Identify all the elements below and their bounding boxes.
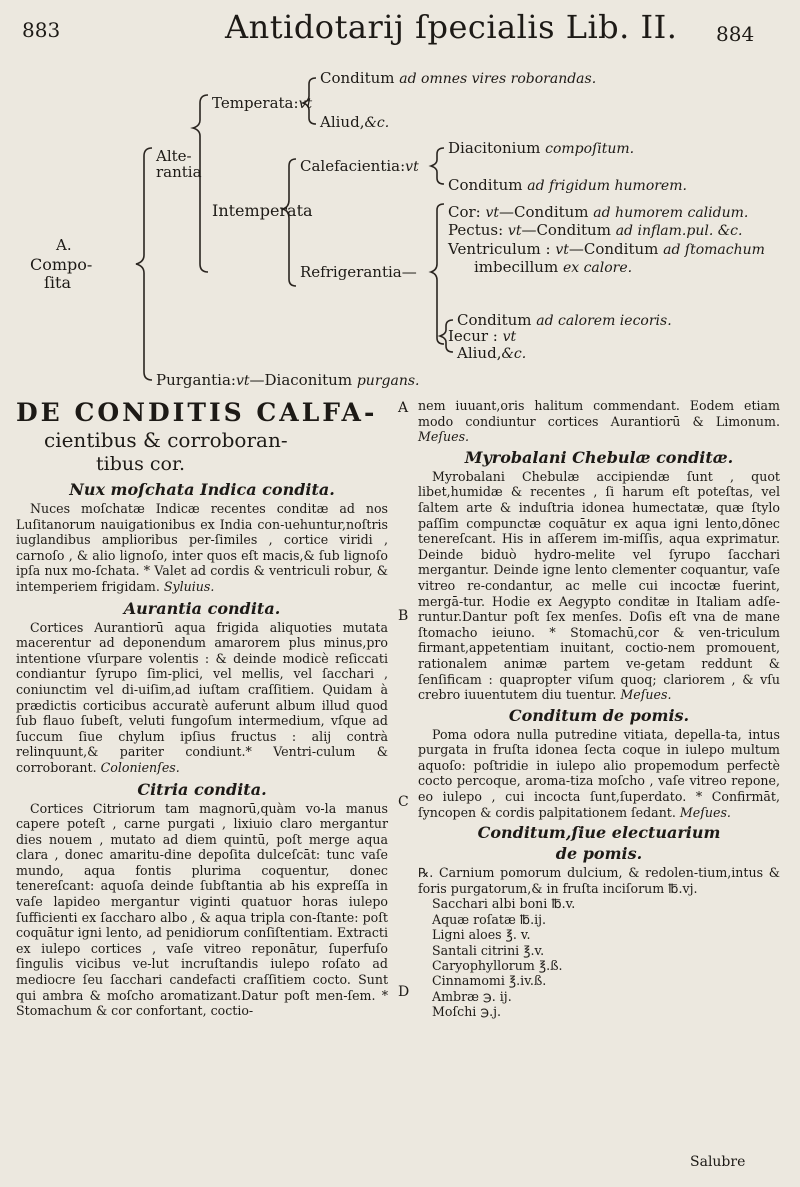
- calefacientia-label: Calefacientia:vt: [300, 157, 419, 175]
- ingredient-list: [418, 896, 780, 1019]
- conditum-frigidum: Conditum ad frigidum humorem.: [448, 176, 687, 194]
- continued-text: nem iuuant,oris halitum commendant. Eodem etiam modo condiuntur cortices Aurantiorū & Limonum. Meſues.: [418, 398, 780, 445]
- intemperata-label: Intemperata: [212, 201, 313, 220]
- brace-refrigerantia: [431, 204, 444, 344]
- page-number-right: 884: [716, 22, 755, 46]
- running-title: Antidotarij ſpecialis Lib. II.: [225, 8, 678, 46]
- brace-root: [136, 148, 152, 380]
- recipe-intro-electuarium: ℞. Carnium pomorum dulcium, & redolen-tium,intus & foris purgatorum,& in fruſta inciſorum ℔.vj.: [418, 865, 780, 896]
- alterantia-label-1: Alte-: [156, 147, 192, 165]
- imbecillum-line: imbecillum ex calore.: [474, 258, 633, 276]
- margin-letter-b: B: [398, 608, 409, 624]
- recipe-title-nux: Nux moſchata Indica condita.: [69, 480, 335, 499]
- cor-line: Cor: vt—Conditum ad humorem calidum.: [448, 203, 749, 221]
- recipe-title-electuarium-1: Conditum,ſiue electuarium: [477, 823, 721, 843]
- root-label-2: ſita: [44, 273, 72, 292]
- section-heading-3: tibus cor.: [96, 453, 186, 475]
- margin-letter-c: C: [398, 794, 409, 810]
- ingredient-item: Aquæ roſatæ ℔.ij.: [432, 911, 547, 927]
- refrigerantia-label: Refrigerantia—: [300, 263, 417, 281]
- recipe-text-citria: Cortices Citriorum tam magnorū,quàm vo-la manus capere poteſt , carne purgati , lixiuio claro mergantur dies nouem , mutato ad diem quintū, poſt merge aqua clara , donec amaritu-dine depoſita dulceſcāt: tunc vaſe mundo, aqua fontis plurima coquentur, donec tenereſcant: aquoſa deinde ſubſtantia ab his expreſſa in vaſe lapideo mergantur viginti quatuor horas iulepo ſufficienti ex ſaccharo albo , & aqua tripla con-ſtante: poſt coquātur igni lento, ad penidiorum conſiſtentiam. Extracti ex iulepo cortices , vaſe vitreo reponātur, ſuperfuſo ſingulis vicibus ve-lut incruſtandis iulepo roſato ad mediocre ſeu ſacchari candefacti craſſitiem cocto. Sunt qui ambra & moſcho aromatizant.Datur poſt men-ſem. * Stomachum & cor confortant, coctio-: [16, 800, 388, 1019]
- temperata-label: Temperata:vt: [212, 94, 313, 112]
- section-heading-1: DE CONDITIS CALFA-: [16, 398, 378, 427]
- tree-braces: [0, 0, 800, 400]
- classification-tree: [0, 0, 800, 400]
- catchword: Salubre: [690, 1154, 746, 1170]
- brace-alterantia: [193, 95, 208, 272]
- diacitonium: Diacitonium compoſitum.: [448, 139, 635, 157]
- brace-intemperata: [283, 159, 296, 286]
- recipe-title-citria: Citria condita.: [137, 779, 267, 799]
- iecur-label: Iecur : vt: [448, 327, 517, 345]
- aliud-temperata: Aliud,&c.: [320, 113, 390, 131]
- ingredient-item: Ligni aloes ℥. v.: [432, 927, 531, 943]
- page-number-left: 883: [22, 18, 61, 42]
- conditum-omnes: Conditum ad omnes vires roborandas.: [320, 69, 597, 87]
- brace-calefacientia: [431, 148, 444, 184]
- recipe-text-aurantia: Cortices Aurantiorū aqua frigida aliquoties mutata macerentur ad deponendum amarorem plus minus,pro intentione vſurpare volentis : & deinde modicè reſiccati condiantur ſyrupo ſim-plici, vel mellis, vel ſacchari , coniunctim vel di-uiſim,ad iuſtam craſſitiem. Quidam à prædictis corticibus accuratè auferunt album illud quod ſub flauo ſubeſt, veluti fungoſum intermedium, vſque ad ſuccum ſiue chylum ipſius fructus : alij contrà relinquunt,& pariter condiunt.* Ventri-culum & corroborant. Colonienſes.: [16, 619, 388, 775]
- margin-letter-a: A: [398, 400, 409, 416]
- right-column: [418, 398, 780, 1020]
- ingredient-item: Ambræ ℈. ij.: [432, 988, 512, 1004]
- recipe-text-nux: Nuces moſchatæ Indicæ recentes conditæ ad nos Luſitanorum nauigationibus ex India con-uehuntur,noſtris iuglandibus amplioribus per-ſimiles , cortice viridi , carnoſo , & alio lignoſo, inter quos eſt macis,& ſub lignoſo ipſa nux mo-ſchata. * Valet ad cordis & ventriculi robur, & intemperiem frigidam. Syluius.: [16, 501, 388, 594]
- conditum-iecoris: Conditum ad calorem iecoris.: [457, 311, 672, 329]
- aliud-iecur: Aliud,&c.: [457, 344, 527, 362]
- recipe-title-electuarium-2: de pomis.: [555, 844, 643, 864]
- ingredient-item: Cinnamomi ℥.iv.ß.: [432, 973, 547, 989]
- recipe-text-myrobalani: Myrobalani Chebulæ accipiendæ ſunt , quot libet,humidæ & recentes , ſi harum eſt poteſtas, vel ſaltem arte & induſtria idonea humectatæ, quæ ſtylo paſſim compunctæ coquātur ex aqua igni lento,dōnec tenereſcant. His in aſſerem im-miſſis, aqua exprimatur. Deinde biduò hydro-melite vel ſyrupo ſacchari mergantur. Deinde igne lento clementer coquantur, vaſe vitreo re-condantur, ac melle cui incoctæ fuerint, mergā-tur. Hodie ex Aegypto conditæ in Italiam adſe-runtur.Dantur poſt ſex menſes. Doſis eſt vna de mane ſtomacho ieiuno. * Stomachū,cor & ven-triculum firmant,appetentiam inuitant, coctio-nem promouent, rationalem animæ partem ve-getam reddunt & ſenſificam : quapropter viſum quoq; clariorem , & vſu crebro iuuentutem diu tuentur. Meſues.: [418, 468, 780, 703]
- section-heading-2: cientibus & corroboran-: [44, 428, 288, 452]
- purgantia-line: Purgantia:vt—Diaconitum purgans.: [156, 371, 420, 389]
- margin-letter-d: D: [398, 984, 410, 1000]
- pectus-line: Pectus: vt—Conditum ad inflam.pul. &c.: [448, 221, 743, 239]
- recipe-title-pomis: Conditum de pomis.: [508, 705, 690, 725]
- root-label-1: Compo-: [30, 255, 93, 274]
- ingredient-item: Sacchari albi boni ℔.v.: [432, 896, 576, 912]
- root-marker: A.: [56, 236, 72, 254]
- left-column: [16, 398, 388, 1019]
- ingredient-item: Caryophyllorum ℥.ß.: [432, 958, 563, 974]
- ingredient-item: Santali citrini ℥.v.: [432, 942, 545, 958]
- ventriculum-line: Ventriculum : vt—Conditum ad ſtomachum: [448, 240, 765, 258]
- recipe-title-myrobalani: Myrobalani Chebulæ conditæ.: [464, 447, 734, 467]
- recipe-text-pomis: Poma odora nulla putredine vitiata, depella-ta, intus purgata in fruſta idonea ſecta coque in iulepo multum aquoſo: poſtridie in iulepo alio propemodum perfectè cocto percoque, aroma-tiza moſcho , vaſe vitreo repone, eo iulepo , cui incocta ſunt,ſuperdato. * Confirmāt, ſyncopen & cordis palpitationem ſedant. Meſues.: [418, 726, 780, 820]
- ingredient-item: Moſchi ℈.j.: [432, 1004, 502, 1020]
- alterantia-label-2: rantia: [156, 163, 202, 181]
- recipe-title-aurantia: Aurantia condita.: [123, 598, 281, 618]
